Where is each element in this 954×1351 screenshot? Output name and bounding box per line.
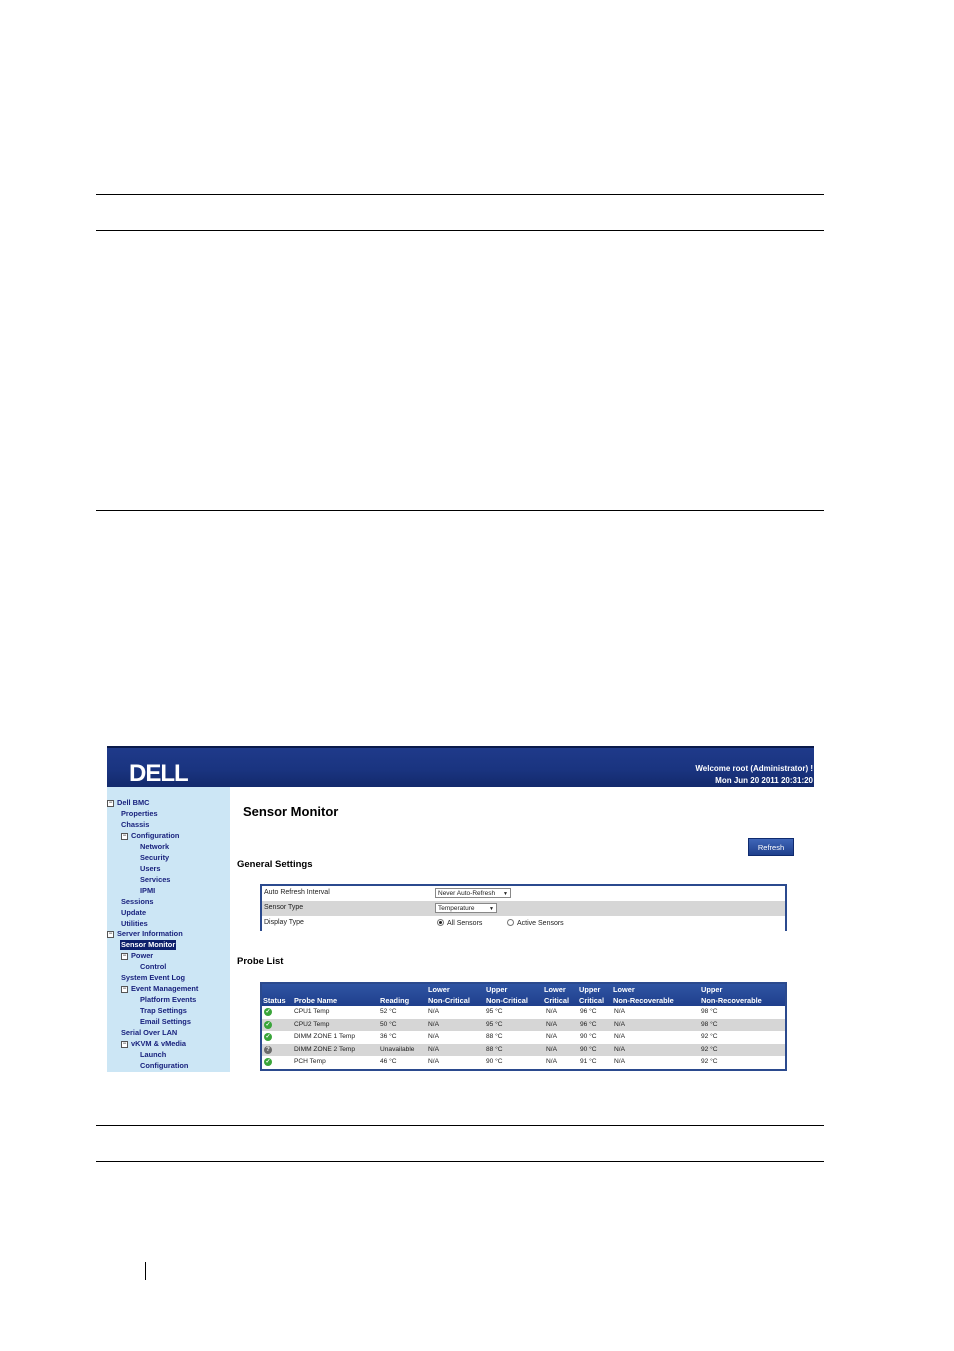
- page-rule-top-1: [96, 194, 824, 195]
- check-icon: ✓: [265, 1034, 271, 1041]
- page-rule-top-2: [96, 230, 824, 231]
- datetime-text: Mon Jun 20 2011 20:31:20: [715, 776, 813, 785]
- sidebar-item-server-information[interactable]: − Server Information: [108, 929, 183, 938]
- table-row: ✓ CPU2 Temp 50 °C N/A 95 °C N/A 96 °C N/A 98 °C: [262, 1019, 785, 1032]
- display-type-label: Display Type: [264, 919, 304, 926]
- header-banner: [107, 746, 814, 787]
- check-icon: ✓: [265, 1021, 271, 1028]
- sidebar-item-launch[interactable]: Launch: [140, 1050, 167, 1059]
- page-rule-bottom-2: [96, 1161, 824, 1162]
- sidebar-item-system-event-log[interactable]: System Event Log: [121, 973, 186, 982]
- sidebar-item-platform-events[interactable]: Platform Events: [140, 995, 197, 1004]
- col-lower-c-line1: Lower: [544, 985, 566, 994]
- sidebar-item-sessions[interactable]: Sessions: [121, 897, 154, 906]
- col-upper-c-line2: Critical: [579, 996, 605, 1005]
- collapse-icon[interactable]: −: [108, 931, 113, 937]
- collapse-icon[interactable]: −: [122, 1041, 127, 1047]
- probe-list-table: [260, 982, 787, 1071]
- col-lower-nr-line2: Non-Recoverable: [613, 996, 674, 1005]
- settings-row-sensor-type: [262, 901, 785, 916]
- bmc-screenshot: [107, 746, 814, 1072]
- sidebar-item-update[interactable]: Update: [121, 908, 147, 917]
- sidebar-item-chassis[interactable]: Chassis: [121, 820, 150, 829]
- sidebar-item-vkvm-vmedia[interactable]: − vKVM & vMedia: [122, 1039, 187, 1048]
- welcome-text: Welcome root (Administrator) !: [695, 764, 813, 773]
- sidebar-item-trap-settings[interactable]: Trap Settings: [140, 1006, 187, 1015]
- radio-active-sensors[interactable]: Active Sensors: [507, 919, 564, 927]
- page-number-bar: [145, 1262, 146, 1280]
- sensor-type-label: Sensor Type: [264, 904, 304, 911]
- main-content: [230, 787, 814, 1072]
- radio-all-sensors[interactable]: All Sensors: [437, 919, 482, 927]
- sensor-type-select[interactable]: Temperature ▼: [435, 903, 497, 913]
- col-lower-nr-line1: Lower: [613, 985, 635, 994]
- general-settings-table: [260, 884, 787, 931]
- sidebar-item-services[interactable]: Services: [140, 875, 171, 884]
- col-upper-nr-line1: Upper: [701, 985, 723, 994]
- table-row: ✓ CPU1 Temp 52 °C N/A 95 °C N/A 96 °C N/A 98 °C: [262, 1006, 785, 1019]
- settings-row-auto-refresh: [262, 886, 785, 901]
- radio-unselected-icon[interactable]: [507, 919, 514, 926]
- table-row: ✓ DIMM ZONE 1 Temp 36 °C N/A 88 °C N/A 90 °C N/A 92 °C: [262, 1031, 785, 1044]
- sidebar-item-email-settings[interactable]: Email Settings: [140, 1017, 191, 1026]
- sidebar-item-users[interactable]: Users: [140, 864, 161, 873]
- probe-list-title: Probe List: [237, 956, 284, 967]
- page-title: Sensor Monitor: [243, 804, 339, 819]
- sidebar-item-control[interactable]: Control: [140, 962, 167, 971]
- collapse-icon[interactable]: −: [122, 986, 127, 992]
- general-settings-title: General Settings: [237, 859, 313, 870]
- question-icon: ?: [264, 1046, 272, 1054]
- welcome-block: [695, 763, 813, 787]
- col-upper-nr-line2: Non-Recoverable: [701, 996, 762, 1005]
- sidebar-item-security[interactable]: Security: [140, 853, 170, 862]
- radio-selected-icon[interactable]: [437, 919, 444, 926]
- sidebar-item-event-management[interactable]: − Event Management: [122, 984, 199, 993]
- check-icon: ✓: [265, 1009, 271, 1015]
- sidebar-item-utilities[interactable]: Utilities: [121, 919, 148, 928]
- col-lower-nc-line2: Non-Critical: [428, 996, 470, 1005]
- table-row: ✓ PCH Temp 46 °C N/A 90 °C N/A 91 °C N/A 92 °C: [262, 1056, 785, 1069]
- collapse-icon[interactable]: −: [122, 833, 127, 839]
- col-upper-c-line1: Upper: [579, 985, 601, 994]
- auto-refresh-select[interactable]: Never Auto-Refresh ▼: [435, 888, 511, 898]
- sidebar-item-network[interactable]: Network: [140, 842, 170, 851]
- col-reading[interactable]: Reading: [380, 996, 410, 1005]
- refresh-button[interactable]: Refresh: [748, 838, 794, 856]
- check-icon: ✓: [265, 1059, 271, 1066]
- svg-text:DELL: DELL: [129, 760, 188, 785]
- col-probe-name[interactable]: Probe Name: [294, 996, 338, 1005]
- col-upper-nc-line1: Upper: [486, 985, 508, 994]
- sidebar-item-vkvm-configuration[interactable]: Configuration: [140, 1061, 189, 1070]
- sidebar: [107, 787, 230, 1072]
- sidebar-item-properties[interactable]: Properties: [121, 809, 158, 818]
- chevron-down-icon: ▼: [489, 906, 494, 912]
- chevron-down-icon: ▼: [503, 891, 508, 897]
- auto-refresh-label: Auto Refresh Interval: [264, 889, 330, 896]
- settings-row-display-type: [262, 916, 785, 931]
- sidebar-item-serial-over-lan[interactable]: Serial Over LAN: [121, 1028, 178, 1037]
- sidebar-item-power[interactable]: − Power: [122, 951, 154, 960]
- dell-logo: [129, 759, 221, 785]
- collapse-icon[interactable]: −: [122, 953, 127, 959]
- col-upper-nc-line2: Non-Critical: [486, 996, 528, 1005]
- collapse-icon[interactable]: −: [108, 800, 113, 806]
- sidebar-item-ipmi[interactable]: IPMI: [140, 886, 156, 895]
- col-lower-nc-line1: Lower: [428, 985, 450, 994]
- probe-table-header: [262, 984, 785, 1006]
- sidebar-item-dell-bmc[interactable]: − Dell BMC: [108, 798, 150, 807]
- page-rule-mid: [96, 510, 824, 511]
- page-rule-bottom-1: [96, 1125, 824, 1126]
- sidebar-item-sensor-monitor[interactable]: Sensor Monitor: [121, 940, 176, 949]
- sidebar-item-configuration[interactable]: − Configuration: [122, 831, 180, 840]
- col-status[interactable]: Status: [263, 996, 286, 1005]
- col-lower-c-line2: Critical: [544, 996, 570, 1005]
- table-row: ? DIMM ZONE 2 Temp Unavailable N/A 88 °C N/A 90 °C N/A 92 °C: [262, 1044, 785, 1057]
